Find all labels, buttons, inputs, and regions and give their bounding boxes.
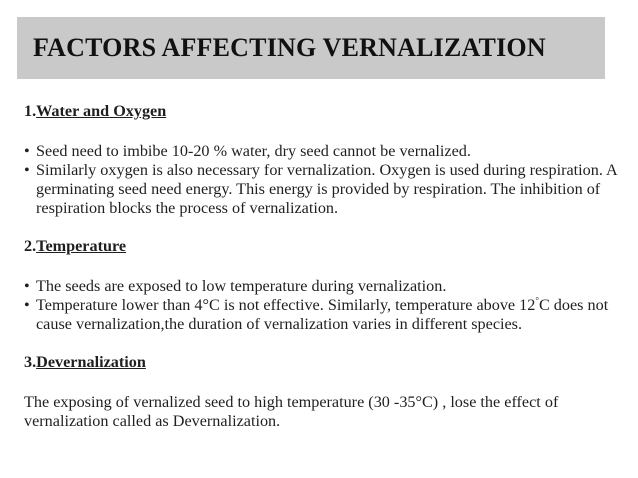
slide-title: FACTORS AFFECTING VERNALIZATION xyxy=(33,33,546,62)
bullet-text: Seed need to imbibe 10-20 % water, dry seed cannot be vernalized. xyxy=(36,142,471,160)
list-item xyxy=(24,277,624,296)
slide-content xyxy=(24,102,624,431)
bullet-list-water-oxygen xyxy=(24,142,624,218)
bullet-icon: • xyxy=(24,296,30,314)
bullet-icon: • xyxy=(24,277,30,295)
section-title: Devernalization xyxy=(36,353,146,371)
section-heading-water-oxygen xyxy=(24,102,624,121)
list-item xyxy=(24,161,624,218)
devernalization-paragraph: The exposing of vernalized seed to high temperature (30 -35°C) , lose the effect of vernalization called as Devernalization. xyxy=(24,393,559,430)
section-number: 2. xyxy=(24,237,37,255)
section-title: Water and Oxygen xyxy=(36,102,167,120)
section-heading-devernalization xyxy=(24,353,624,372)
bullet-list-temperature xyxy=(24,277,624,334)
section-number: 3. xyxy=(24,353,37,371)
bullet-text: Similarly oxygen is also necessary for vernalization. Oxygen is used during respiration. A germinating seed need energy. This energy is provided by respiration. The inhibition of respiration blocks the process of vernalization. xyxy=(36,161,617,217)
bullet-text: Temperature lower than 4°C is not effective. Similarly, temperature above 12 xyxy=(36,296,536,314)
bullet-icon: • xyxy=(24,161,30,179)
bullet-text-continued: C does not cause vernalization,the duration of vernalization varies in different species. xyxy=(36,296,609,333)
degree-superscript: ° xyxy=(535,295,539,306)
list-item xyxy=(24,296,624,334)
bullet-icon: • xyxy=(24,142,30,160)
section-heading-temperature xyxy=(24,237,624,256)
title-bar xyxy=(17,17,605,79)
bullet-text: The seeds are exposed to low temperature during vernalization. xyxy=(36,277,447,295)
section-title: Temperature xyxy=(36,237,127,255)
list-item xyxy=(24,142,624,161)
section-number: 1. xyxy=(24,102,37,120)
